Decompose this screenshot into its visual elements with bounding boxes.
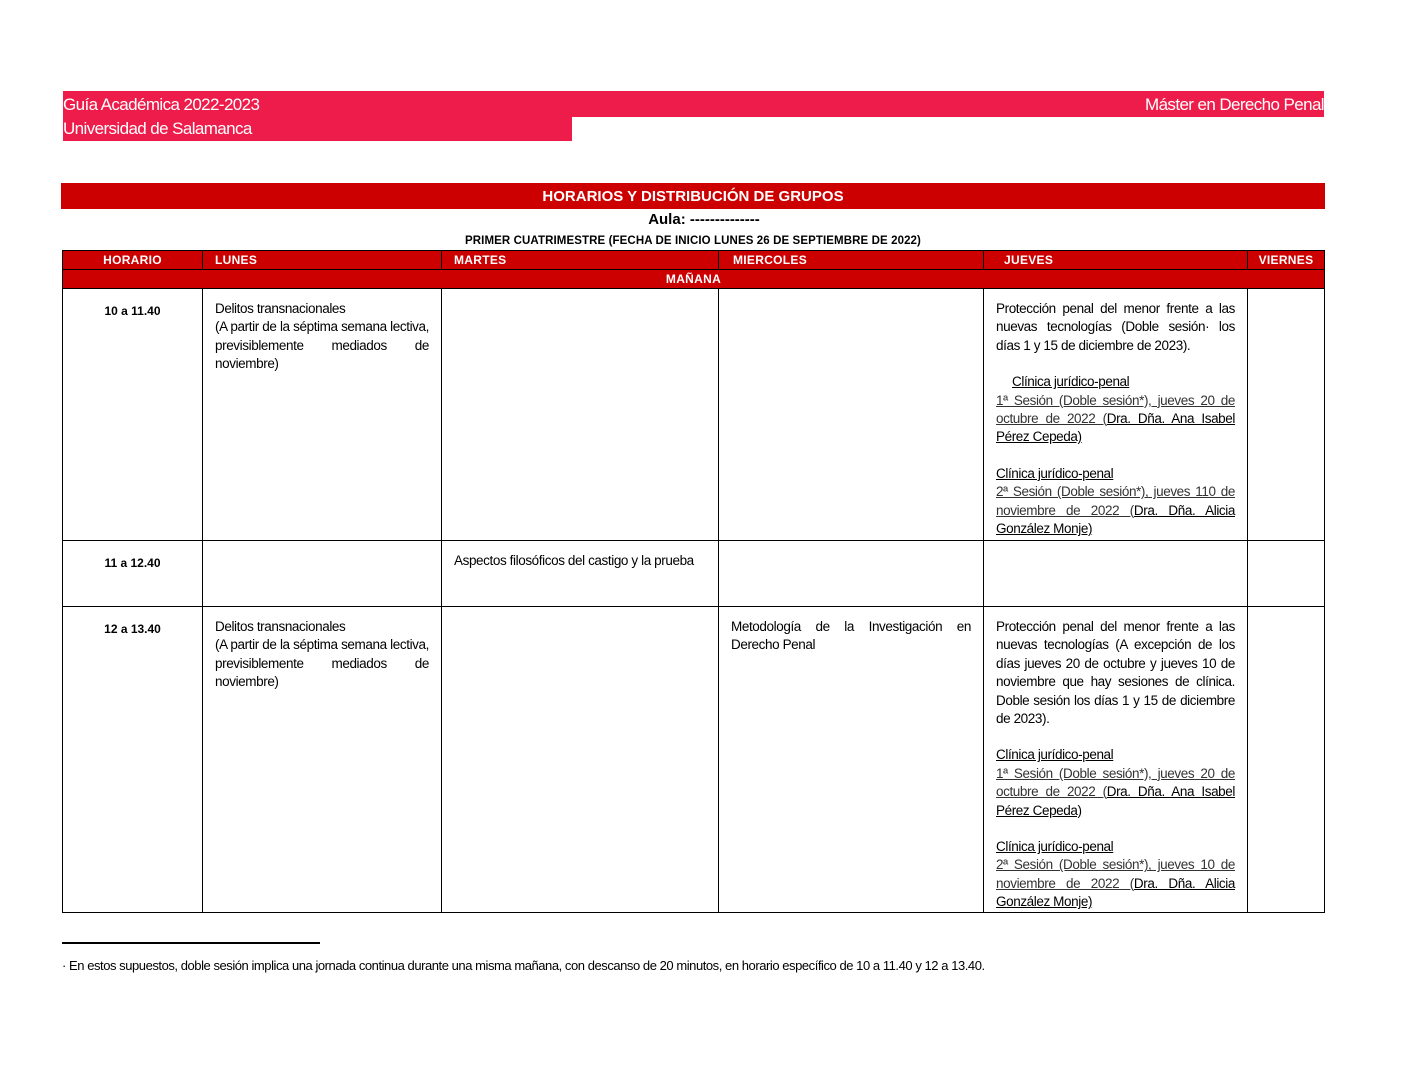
- martes-cell: [442, 289, 719, 541]
- miercoles-cell: [719, 607, 984, 913]
- table-row: [63, 607, 1325, 913]
- lunes-cell: [203, 289, 442, 541]
- clinica-title: Clínica jurídico-penal: [996, 747, 1114, 763]
- clinica-session: 1ª Sesión (Doble sesión*), jueves 20 de octubre de 2022 (: [996, 765, 1235, 800]
- time-cell: 12 a 13.40: [63, 607, 203, 913]
- course-note: (A partir de la séptima semana lectiva, previsiblemente mediados de noviembre): [215, 319, 429, 372]
- time-cell: 10 a 11.40: [63, 289, 203, 541]
- clinica-title: Clínica jurídico-penal: [1012, 374, 1130, 390]
- clinica-session: 2ª Sesión (Doble sesión*), jueves 10 de noviembre de 2022 (: [996, 857, 1235, 891]
- clinica-session: 2ª Sesión (Doble sesión*), jueves 110 de noviembre de 2022 (: [996, 484, 1235, 518]
- jueves-cell: [984, 607, 1248, 913]
- martes-cell: [442, 607, 719, 913]
- footnote-divider: [62, 942, 320, 944]
- jueves-cell: [984, 289, 1248, 541]
- course-title: Protección penal del menor frente a las nuevas tecnologías (A excepción de los días jueves 20 de octubre y jueves 10 de noviembre que hay sesiones de clínica. Doble sesión los días 1 y 15 de diciembre de 2023).: [996, 619, 1235, 727]
- col-lunes: LUNES: [203, 251, 442, 270]
- col-martes: MARTES: [442, 251, 719, 270]
- viernes-cell: [1248, 607, 1325, 913]
- aula-label: Aula: --------------: [648, 211, 760, 228]
- professor-name: Dra. Dña. Alicia González Monje): [996, 875, 1235, 910]
- miercoles-cell: [719, 541, 984, 607]
- header-row: [63, 251, 1325, 270]
- lunes-cell: [203, 607, 442, 913]
- table-row: [63, 289, 1325, 541]
- jueves-cell: [984, 541, 1248, 607]
- lunes-cell: [203, 541, 442, 607]
- section-row: [63, 270, 1325, 289]
- course-title: Delitos transnacionales: [215, 301, 346, 316]
- viernes-cell: [1248, 541, 1325, 607]
- footnote: · En estos supuestos, doble sesión implica una jornada continua durante una misma mañana, con descanso de 20 minutos, en horario específico de 10 a 11.40 y 12 a 13.40.: [62, 958, 985, 973]
- miercoles-cell: [719, 289, 984, 541]
- viernes-cell: [1248, 289, 1325, 541]
- program-name: Máster en Derecho Penal: [1145, 95, 1324, 114]
- course-title: Metodología de la Investigación en Derecho Penal: [731, 619, 971, 653]
- semester-label: PRIMER CUATRIMESTRE (FECHA DE INICIO LUNES 26 DE SEPTIEMBRE DE 2022): [464, 235, 921, 247]
- col-viernes: VIERNES: [1248, 251, 1325, 270]
- professor-name: Dra. Dña. Ana Isabel Pérez Cepeda): [996, 784, 1236, 818]
- col-miercoles: MIERCOLES: [719, 251, 984, 270]
- university-name: Universidad de Salamanca: [63, 119, 252, 138]
- course-note: (A partir de la séptima semana lectiva, previsiblemente mediados de noviembre): [215, 637, 429, 690]
- table-row: [63, 541, 1325, 607]
- course-title: Protección penal del menor frente a las nuevas tecnologías (Doble sesión· los días 1 y 15 de diciembre de 2023).: [996, 301, 1235, 353]
- martes-cell: [442, 541, 719, 607]
- section-manana: MAÑANA: [63, 270, 1325, 289]
- clinica-title: Clínica jurídico-penal: [996, 839, 1114, 855]
- course-title: Aspectos filosóficos del castigo y la prueba: [454, 553, 694, 568]
- time-cell: 11 a 12.40: [63, 541, 203, 607]
- col-jueves: JUEVES: [984, 251, 1248, 270]
- professor-name: Dra. Dña. Ana Isabel Pérez Cepeda): [996, 411, 1236, 445]
- schedule-table: [62, 250, 1325, 913]
- guide-title: Guía Académica 2022-2023: [63, 95, 260, 114]
- clinica-session: 1ª Sesión (Doble sesión*), jueves 20 de octubre de 2022 (: [996, 392, 1235, 427]
- clinica-title: Clínica jurídico-penal: [996, 465, 1114, 481]
- course-title: Delitos transnacionales: [215, 619, 346, 634]
- page-title: HORARIOS Y DISTRIBUCIÓN DE GRUPOS: [61, 183, 1325, 209]
- professor-name: Dra. Dña. Alicia González Monje): [996, 502, 1235, 537]
- col-horario: HORARIO: [63, 251, 203, 270]
